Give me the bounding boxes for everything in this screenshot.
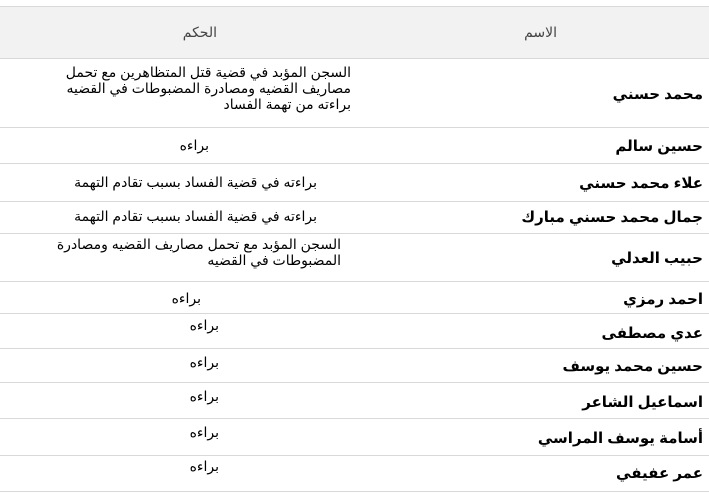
row-name: أسامة يوسف المراسي (537, 430, 703, 447)
row-name: حسين سالم (615, 138, 703, 155)
row-verdict: براءه (189, 354, 219, 370)
header-name: الاسم (524, 24, 557, 40)
row-name: حبيب العدلي (611, 250, 703, 267)
row-verdict: السجن المؤبد في قضية قتل المتظاهرين مع تحمل مصاريف القضيه ومصادرة المضبوطات في القضيه براءته من تهمة الفساد (65, 64, 351, 112)
table-row (0, 59, 709, 128)
row-verdict: براءه (179, 137, 209, 153)
table-row (0, 164, 709, 202)
table-row (0, 456, 709, 492)
table-row (0, 419, 709, 456)
row-name: حسين محمد يوسف (562, 358, 703, 375)
row-verdict: براءه (189, 424, 219, 440)
row-verdict: براءه (189, 458, 219, 474)
row-verdict: براءه (171, 290, 201, 306)
row-name: علاء محمد حسني (579, 175, 703, 192)
header-verdict: الحكم (182, 24, 217, 40)
table-row (0, 383, 709, 419)
table-row (0, 202, 709, 234)
row-verdict: براءته في قضية الفساد بسبب تقادم التهمة (74, 174, 317, 190)
row-name: عمر عفيفي (616, 465, 703, 482)
row-name: احمد رمزي (623, 291, 703, 308)
row-verdict: السجن المؤبد مع تحمل مصاريف القضيه ومصادرة المضبوطات في القضيه (56, 236, 341, 268)
table-row (0, 128, 709, 164)
table-row (0, 282, 709, 314)
row-name: اسماعيل الشاعر (582, 394, 703, 411)
row-verdict: براءته في قضية الفساد بسبب تقادم التهمة (74, 208, 317, 224)
row-name: عدي مصطفى (601, 325, 703, 342)
row-name: محمد حسني (612, 86, 703, 103)
row-name: جمال محمد حسني مبارك (521, 209, 703, 226)
row-verdict: براءه (189, 317, 219, 333)
table-row (0, 314, 709, 349)
row-verdict: براءه (189, 388, 219, 404)
table-row (0, 349, 709, 383)
table-header (0, 6, 709, 59)
table-row (0, 234, 709, 282)
